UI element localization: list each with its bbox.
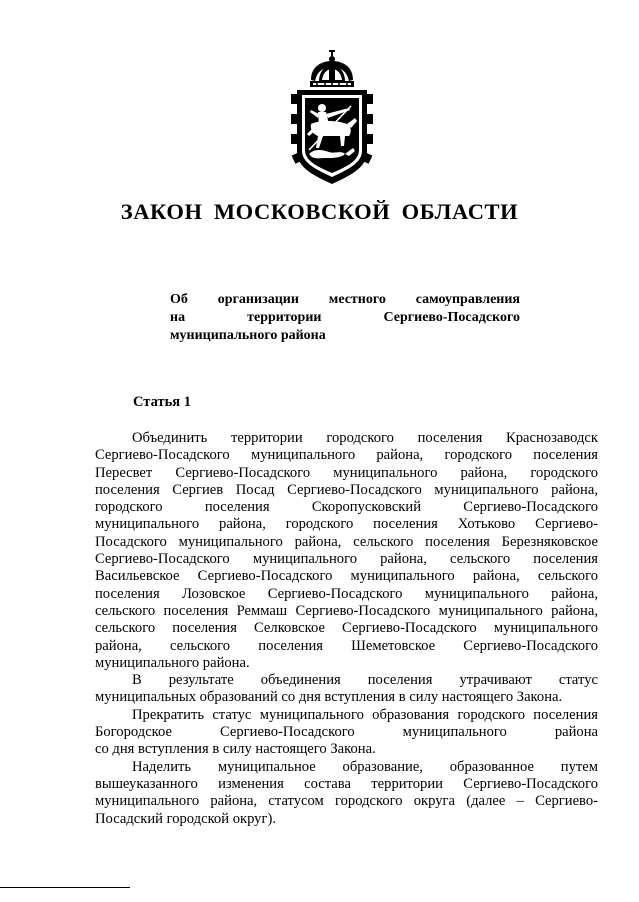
subject-line: Об организации местного самоуправления (170, 292, 520, 307)
subject-line: на территории Сергиево-Посадского (170, 310, 520, 325)
text-line: Посадского муниципального района, сельского поселения Березняковское (95, 533, 598, 550)
text-line: со дня вступления в силу настоящего Закона. (95, 741, 376, 758)
law-subject (170, 291, 520, 345)
text-line: Сергиево-Посадского муниципального района, городского поселения (95, 447, 598, 464)
text-line: поселения Сергиев Посад Сергиево-Посадского муниципального района, (95, 481, 598, 498)
text-line: муниципального района, городского поселения Хотьково Сергиево- (95, 516, 598, 533)
text-line: муниципальных образований со дня вступления в силу настоящего Закона. (95, 689, 563, 706)
text-line: вышеуказанного изменения состава территории Сергиево-Посадского (95, 775, 598, 792)
text-line: Пересвет Сергиево-Посадского муниципального района, городского (95, 464, 598, 481)
text-line: Объединить территории городского поселения Краснозаводск (132, 430, 598, 446)
text-line: Посадский городской округ). (95, 810, 276, 827)
document-title: ЗАКОН МОСКОВСКОЙ ОБЛАСТИ (120, 199, 519, 224)
text-line: Васильевское Сергиево-Посадского муниципального района, сельского (95, 568, 598, 585)
text-line: района, сельского поселения Шеметовское Сергиево-Посадского (95, 637, 598, 654)
coat-of-arms-icon (289, 50, 375, 184)
text-line: сельского поселения Реммаш Сергиево-Посадского муниципального района, (95, 602, 598, 619)
text-line: Прекратить статус муниципального образования городского поселения (132, 706, 598, 723)
text-line: Наделить муниципальное образование, образованное путем (132, 758, 598, 775)
text-line: муниципального района. (95, 654, 250, 671)
footnote-divider (0, 887, 130, 888)
subject-line: муниципального района (170, 328, 326, 343)
text-line: В результате объединения поселения утрачивают статус (132, 672, 598, 689)
text-line: Сергиево-Посадского муниципального района, сельского поселения (95, 551, 598, 568)
text-line: сельского поселения Селковское Сергиево-Посадского муниципального (95, 620, 598, 637)
text-line: муниципального района, статусом городского округа (далее – Сергиево- (95, 793, 598, 810)
article-body (95, 430, 598, 828)
text-line: поселения Лозовское Сергиево-Посадского муниципального района, (95, 585, 598, 602)
article-heading: Статья 1 (133, 394, 191, 410)
text-line: городского поселения Скоропусковский Сергиево-Посадского (95, 499, 598, 516)
text-line: Богородское Сергиево-Посадского муниципального района (95, 724, 598, 741)
